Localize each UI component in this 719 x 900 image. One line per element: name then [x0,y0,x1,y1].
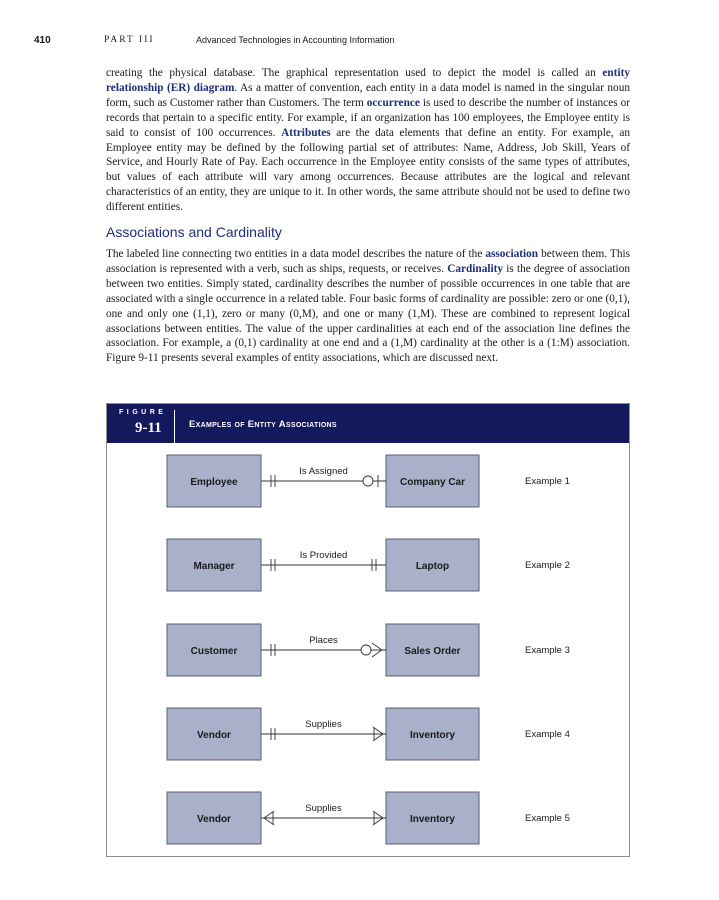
association-verb: Supplies [305,803,342,814]
cardinality-circle [361,645,371,655]
entity-association-diagram [107,404,629,856]
entity-label: Inventory [409,814,456,825]
entity-label: Company Car [399,477,466,488]
body-text: between them. This association is represented with a verb, such as ships, requests, or receives. [106,248,630,275]
running-head [34,35,659,49]
body-paragraph-2 [106,247,630,366]
figure-label: FIGURE [119,409,167,416]
crows-foot-prong [373,727,383,734]
association-verb: Supplies [305,719,342,730]
page-number: 410 [34,35,51,46]
crows-foot-prong [372,650,382,657]
body-text: creating the physical database. The graphical representation used to depict the model is called an [106,67,603,79]
entity-label: Inventory [409,730,456,741]
crows-foot-prong [373,818,383,825]
section-heading: Associations and Cardinality [106,224,282,240]
body-text: are the data elements that define an entity. For example, an Employee entity may be defined by the following partial set of attributes: Name, Address, Job Skill, Years of Service, and Hourly Rate of Pay. Each occurrence in the Employee entity consists of the same types of attributes, but values of each attribute will vary among occurrences. Because attributes are the logical and relevant characteristics of an entity, they are unique to it. In other words, the same attribute should not be used to define two different entities. [106,126,630,214]
body-paragraph-1 [106,66,630,215]
association-verb: Is Assigned [299,466,348,477]
figure-title: Examples of Entity Associations [189,419,337,430]
body-text: is the degree of association between two entities. Simply stated, cardinality describes the number of possible occurrences in one table that are associated with a single occurrence in a related table. Four basic forms of cardinality are possible: zero or one (0,1), one and only one (1,1), zero or many (0,M), and one or many (1,M). These are combined to represent logical associations between entities. The value of the upper cardinalities at each end of the association line defines the association. For example, a (0,1) cardinality at one end and a (1,M) cardinality at the other is a (1:M) association. Figure 9-11 presents several examples of entity associations, which are discussed next. [106,262,630,365]
crows-foot-prong [264,818,274,825]
cardinality-circle [363,476,373,486]
example-label: Example 3 [525,645,570,656]
key-term: occurrence [366,96,420,109]
example-label: Example 5 [525,813,570,824]
association-example [167,539,570,591]
example-label: Example 4 [525,729,570,740]
key-term: Cardinality [447,262,504,275]
example-label: Example 2 [525,560,570,571]
entity-label: Vendor [197,730,231,741]
association-example [167,455,570,507]
association-verb: Places [309,635,338,646]
body-text: is used to describe the number of instances or records that pertain to a specific entity. For example, if an organization has 100 employees, the Employee entity is said to consist of 100 occurrences. [106,96,631,139]
key-term: Attributes [281,126,331,139]
key-term: entity relationship (ER) diagram [106,67,630,94]
entity-label: Customer [190,646,238,657]
crows-foot-prong [264,811,274,818]
key-term: association [485,248,539,260]
body-text: . As a matter of convention, each entity in a data model is named in the singular noun form, such as Customer rather than Customers. The term [106,81,631,109]
crows-foot-prong [373,811,383,818]
entity-label: Manager [193,561,235,572]
entity-label: Sales Order [404,646,461,657]
association-example [167,624,570,676]
entity-label: Employee [190,477,238,488]
example-label: Example 1 [525,476,570,487]
association-example [167,708,570,760]
chapter-title: Advanced Technologies in Accounting Information [196,35,395,45]
association-verb: Is Provided [299,550,348,561]
part-label: PART III [104,35,155,45]
entity-label: Vendor [197,814,231,825]
figure-number: 9-11 [135,420,162,436]
association-example [167,792,570,844]
figure-9-11 [106,403,630,857]
crows-foot-prong [372,643,382,650]
body-text: The labeled line connecting two entities in a data model describes the nature of the [106,248,486,260]
entity-label: Laptop [415,561,450,572]
crows-foot-prong [373,734,383,741]
